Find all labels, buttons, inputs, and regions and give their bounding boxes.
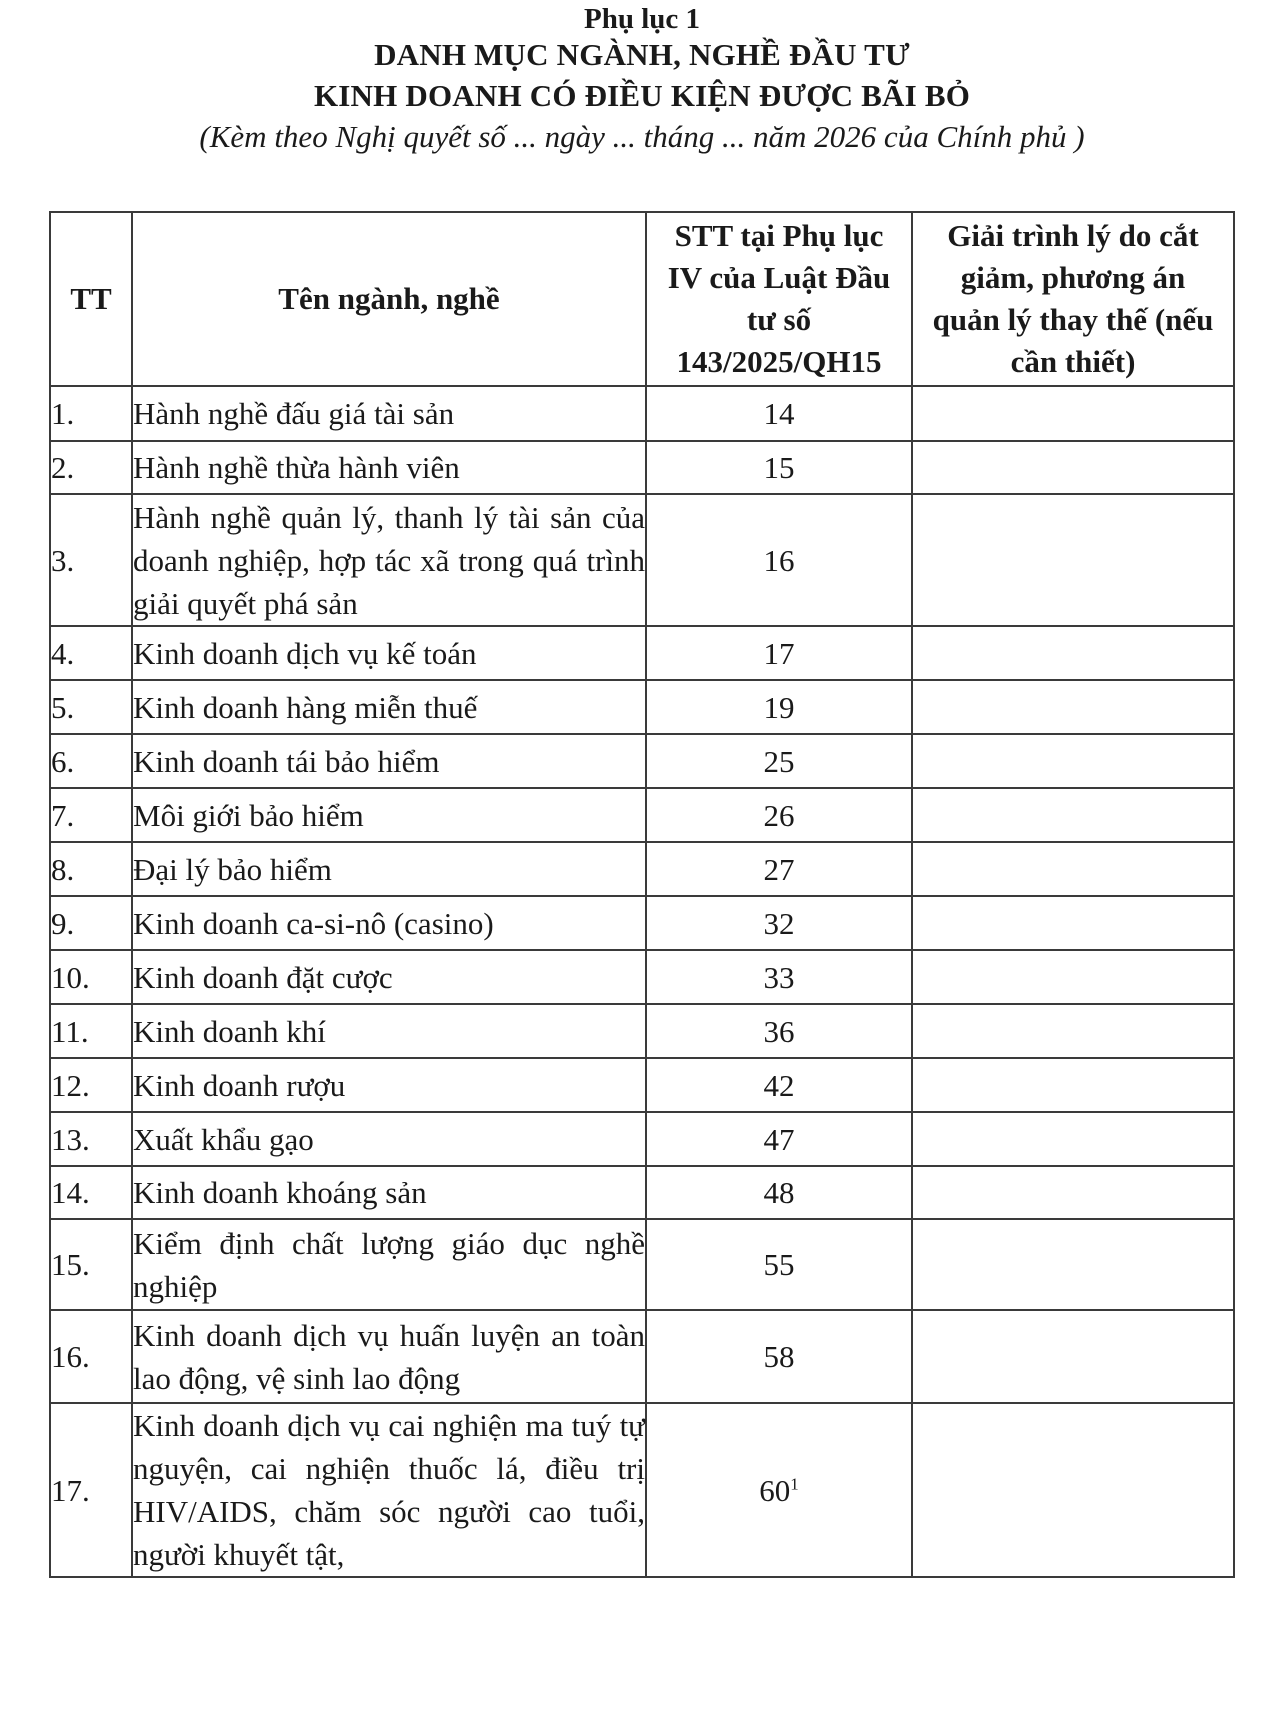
explanation-cell	[912, 950, 1234, 1004]
document-subtitle: (Kèm theo Nghị quyết số ... ngày ... tháng ... năm 2026 của Chính phủ )	[199, 119, 1085, 154]
business-line-name-cell: Kinh doanh khoáng sản	[132, 1166, 646, 1219]
business-line-name-cell: Đại lý bảo hiểm	[132, 842, 646, 896]
explanation-cell	[912, 386, 1234, 441]
row-number-cell: 16.	[50, 1310, 132, 1403]
stt-value: 15	[763, 450, 795, 485]
explanation-cell	[912, 1004, 1234, 1058]
business-line-name-cell: Kinh doanh dịch vụ huấn luyện an toàn lao động, vệ sinh lao động	[132, 1310, 646, 1403]
stt-cell	[646, 494, 912, 626]
stt-value: 42	[763, 1067, 795, 1103]
row-number-cell: 3.	[50, 494, 132, 626]
table-row	[50, 950, 1234, 1004]
row-number-cell: 6.	[50, 734, 132, 788]
stt-cell	[646, 1403, 912, 1577]
column-header-note: Giải trình lý do cắt giảm, phương án quản lý thay thế (nếu cần thiết)	[912, 212, 1234, 386]
stt-value: 27	[763, 851, 795, 887]
table-row	[50, 494, 1234, 626]
stt-cell	[646, 734, 912, 788]
business-line-name-cell: Kinh doanh dịch vụ kế toán	[132, 626, 646, 680]
row-number-cell: 9.	[50, 896, 132, 950]
row-number-cell: 5.	[50, 680, 132, 734]
stt-cell	[646, 950, 912, 1004]
explanation-cell	[912, 441, 1234, 494]
column-header-name: Tên ngành, nghề	[132, 212, 646, 386]
explanation-cell	[912, 680, 1234, 734]
table-row	[50, 441, 1234, 494]
table-header-row	[50, 212, 1234, 386]
business-line-name-cell: Hành nghề thừa hành viên	[132, 441, 646, 494]
business-line-name-cell: Kinh doanh tái bảo hiểm	[132, 734, 646, 788]
footnote-marker: 1	[790, 1474, 799, 1494]
row-number-cell: 14.	[50, 1166, 132, 1219]
document-title-line-1: DANH MỤC NGÀNH, NGHỀ ĐẦU TƯ	[374, 37, 910, 72]
stt-cell	[646, 626, 912, 680]
explanation-cell	[912, 1058, 1234, 1112]
explanation-cell	[912, 896, 1234, 950]
business-line-name-cell: Xuất khẩu gạo	[132, 1112, 646, 1166]
column-header-stt: STT tại Phụ lục IV của Luật Đầu tư số 143/2025/QH15	[646, 212, 912, 386]
row-number-cell: 1.	[50, 386, 132, 441]
table-row	[50, 626, 1234, 680]
business-line-name-cell: Kinh doanh hàng miễn thuế	[132, 680, 646, 734]
row-number-cell: 11.	[50, 1004, 132, 1058]
stt-cell	[646, 386, 912, 441]
explanation-cell	[912, 734, 1234, 788]
stt-cell	[646, 1166, 912, 1219]
stt-value: 17	[763, 635, 795, 671]
table-row	[50, 842, 1234, 896]
table-row	[50, 1219, 1234, 1310]
table-row	[50, 1058, 1234, 1112]
stt-value: 25	[763, 743, 795, 779]
stt-value: 33	[763, 959, 795, 995]
column-header-tt: TT	[50, 212, 132, 386]
explanation-cell	[912, 626, 1234, 680]
stt-value: 16	[763, 542, 795, 578]
row-number-cell: 10.	[50, 950, 132, 1004]
stt-cell	[646, 1219, 912, 1310]
stt-cell	[646, 1112, 912, 1166]
table-row	[50, 788, 1234, 842]
stt-cell	[646, 788, 912, 842]
row-number-cell: 13.	[50, 1112, 132, 1166]
stt-value: 58	[763, 1339, 795, 1374]
row-number-cell: 8.	[50, 842, 132, 896]
business-line-name-cell: Kinh doanh đặt cược	[132, 950, 646, 1004]
stt-value: 19	[763, 689, 795, 725]
explanation-cell	[912, 1112, 1234, 1166]
stt-value: 60	[759, 1472, 791, 1508]
table-row	[50, 896, 1234, 950]
stt-value: 48	[763, 1175, 795, 1210]
business-line-name-cell: Kinh doanh khí	[132, 1004, 646, 1058]
explanation-cell	[912, 494, 1234, 626]
stt-cell	[646, 896, 912, 950]
row-number-cell: 15.	[50, 1219, 132, 1310]
stt-value: 14	[763, 396, 795, 431]
explanation-cell	[912, 788, 1234, 842]
stt-cell	[646, 1310, 912, 1403]
table-row	[50, 1310, 1234, 1403]
stt-value: 47	[763, 1121, 795, 1157]
stt-value: 26	[763, 797, 795, 833]
table-row	[50, 1166, 1234, 1219]
business-line-name-cell: Kinh doanh dịch vụ cai nghiện ma tuý tự nguyện, cai nghiện thuốc lá, điều trị HIV/AIDS, chăm sóc người cao tuổi, người khuyết tật,	[132, 1403, 646, 1577]
row-number-cell: 7.	[50, 788, 132, 842]
document-title-line-2: KINH DOANH CÓ ĐIỀU KIỆN ĐƯỢC BÃI BỎ	[313, 78, 971, 113]
appendix-label: Phụ lục 1	[583, 3, 701, 35]
business-line-name-cell: Môi giới bảo hiểm	[132, 788, 646, 842]
stt-cell	[646, 441, 912, 494]
stt-cell	[646, 1058, 912, 1112]
row-number-cell: 4.	[50, 626, 132, 680]
explanation-cell	[912, 842, 1234, 896]
stt-value: 36	[763, 1013, 795, 1049]
stt-value: 32	[763, 905, 795, 941]
row-number-cell: 12.	[50, 1058, 132, 1112]
explanation-cell	[912, 1166, 1234, 1219]
stt-value: 55	[763, 1247, 795, 1282]
explanation-cell	[912, 1310, 1234, 1403]
row-number-cell: 17.	[50, 1403, 132, 1577]
table-row	[50, 734, 1234, 788]
table-row	[50, 386, 1234, 441]
table-row	[50, 1112, 1234, 1166]
business-line-name-cell: Kinh doanh ca-si-nô (casino)	[132, 896, 646, 950]
stt-cell	[646, 1004, 912, 1058]
explanation-cell	[912, 1403, 1234, 1577]
stt-cell	[646, 680, 912, 734]
business-line-name-cell: Kiểm định chất lượng giáo dục nghề nghiệp	[132, 1219, 646, 1310]
stt-cell	[646, 842, 912, 896]
table-row	[50, 1004, 1234, 1058]
table-row	[50, 1403, 1234, 1577]
table-body	[50, 386, 1234, 1577]
business-line-name-cell: Hành nghề đấu giá tài sản	[132, 386, 646, 441]
business-line-name-cell: Hành nghề quản lý, thanh lý tài sản của doanh nghiệp, hợp tác xã trong quá trình giải quyết phá sản	[132, 494, 646, 626]
business-lines-table	[49, 211, 1235, 1578]
explanation-cell	[912, 1219, 1234, 1310]
business-line-name-cell: Kinh doanh rượu	[132, 1058, 646, 1112]
table-row	[50, 680, 1234, 734]
row-number-cell: 2.	[50, 441, 132, 494]
